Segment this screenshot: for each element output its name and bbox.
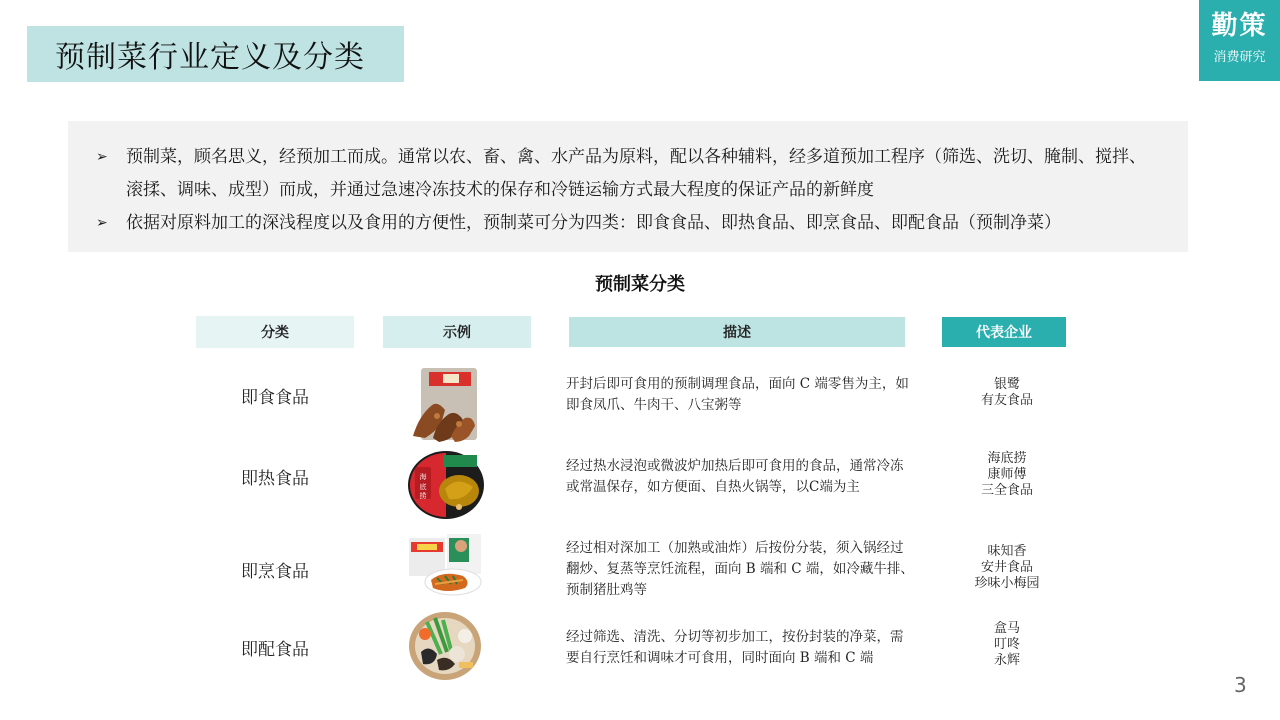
company-name: 叮咚 [993,637,1020,652]
intro-bullet-text: 依据对原料加工的深浅程度以及食用的方便性，预制菜可分为四类：即食食品、即热食品、即烹食品、即配食品（预制净菜） [126,213,1061,233]
company-name: 永辉 [993,653,1020,668]
intro-bullet-2 [96,207,1162,240]
self-heating-hotpot-image [407,445,485,523]
company-name: 有友食品 [980,393,1033,408]
row-description: 经过热水浸泡或微波炉加热后即可食用的食品，通常冷冻或常温保存，如方便面、自热火锅等，以C端为主 [566,458,904,495]
row-category: 即食食品 [241,388,309,408]
intro-bullet-text: 预制菜，顾名思义，经预加工而成。通常以农、畜、禽、水产品为原料，配以各种辅料，经多道预加工程序（筛选、洗切、腌制、搅拌、滚揉、调味、成型）而成，并通过急速冷冻技术的保存和冷链运输方式最大程度的保证产品的新鲜度 [126,147,1146,200]
row-companies [952,451,1062,499]
company-name: 安井食品 [980,560,1033,575]
intro-bullet-1 [96,141,1162,207]
company-name: 康师傅 [987,467,1027,482]
header-description: 描述 [569,317,905,347]
intro-box [68,121,1188,252]
svg-text:捞: 捞 [419,492,427,500]
row-description: 经过相对深加工（加熟或油炸）后按份分装，须入锅经过翻炒、复蒸等烹饪流程，面向 B 端和 C 端，如冷藏牛排、预制猪肚鸡等 [566,540,914,598]
brand-logo [1199,0,1280,81]
page-title [27,26,404,82]
company-name: 银鹭 [993,377,1020,392]
brand-subtitle: 消费研究 [1213,50,1266,65]
header-example: 示例 [383,316,531,348]
page-title-text: 预制菜行业定义及分类 [55,40,365,75]
packaged-dish-image [407,532,485,610]
svg-text:底: 底 [419,483,427,491]
brand-name: 勤策 [1211,11,1268,41]
row-companies [952,621,1062,669]
company-name: 珍味小梅园 [974,576,1040,591]
fresh-vegetable-plate-image [407,608,485,686]
table-title: 预制菜分类 [595,274,685,295]
page-number: 3 [1234,673,1247,697]
arrow-bullet-icon: ➢ [96,215,108,231]
company-name: 三全食品 [980,483,1033,498]
row-companies [952,377,1062,409]
company-name: 海底捞 [987,451,1027,466]
row-category: 即热食品 [241,469,309,489]
row-description: 经过筛选、清洗、分切等初步加工，按份封装的净菜，需要自行烹饪和调味才可食用，同时面向 B 端和 C 端 [566,629,904,666]
company-name: 味知香 [987,544,1027,559]
row-companies [952,544,1062,592]
header-companies: 代表企业 [942,317,1066,347]
svg-text:海: 海 [419,473,427,481]
chicken-feet-package-image [407,366,485,444]
row-category: 即配食品 [241,640,309,660]
company-name: 盒马 [993,621,1020,636]
row-description: 开封后即可食用的预制调理食品，面向 C 端零售为主，如即食凤爪、牛肉干、八宝粥等 [566,376,909,413]
row-category: 即烹食品 [241,562,309,582]
arrow-bullet-icon: ➢ [96,149,108,165]
header-category: 分类 [196,316,354,348]
